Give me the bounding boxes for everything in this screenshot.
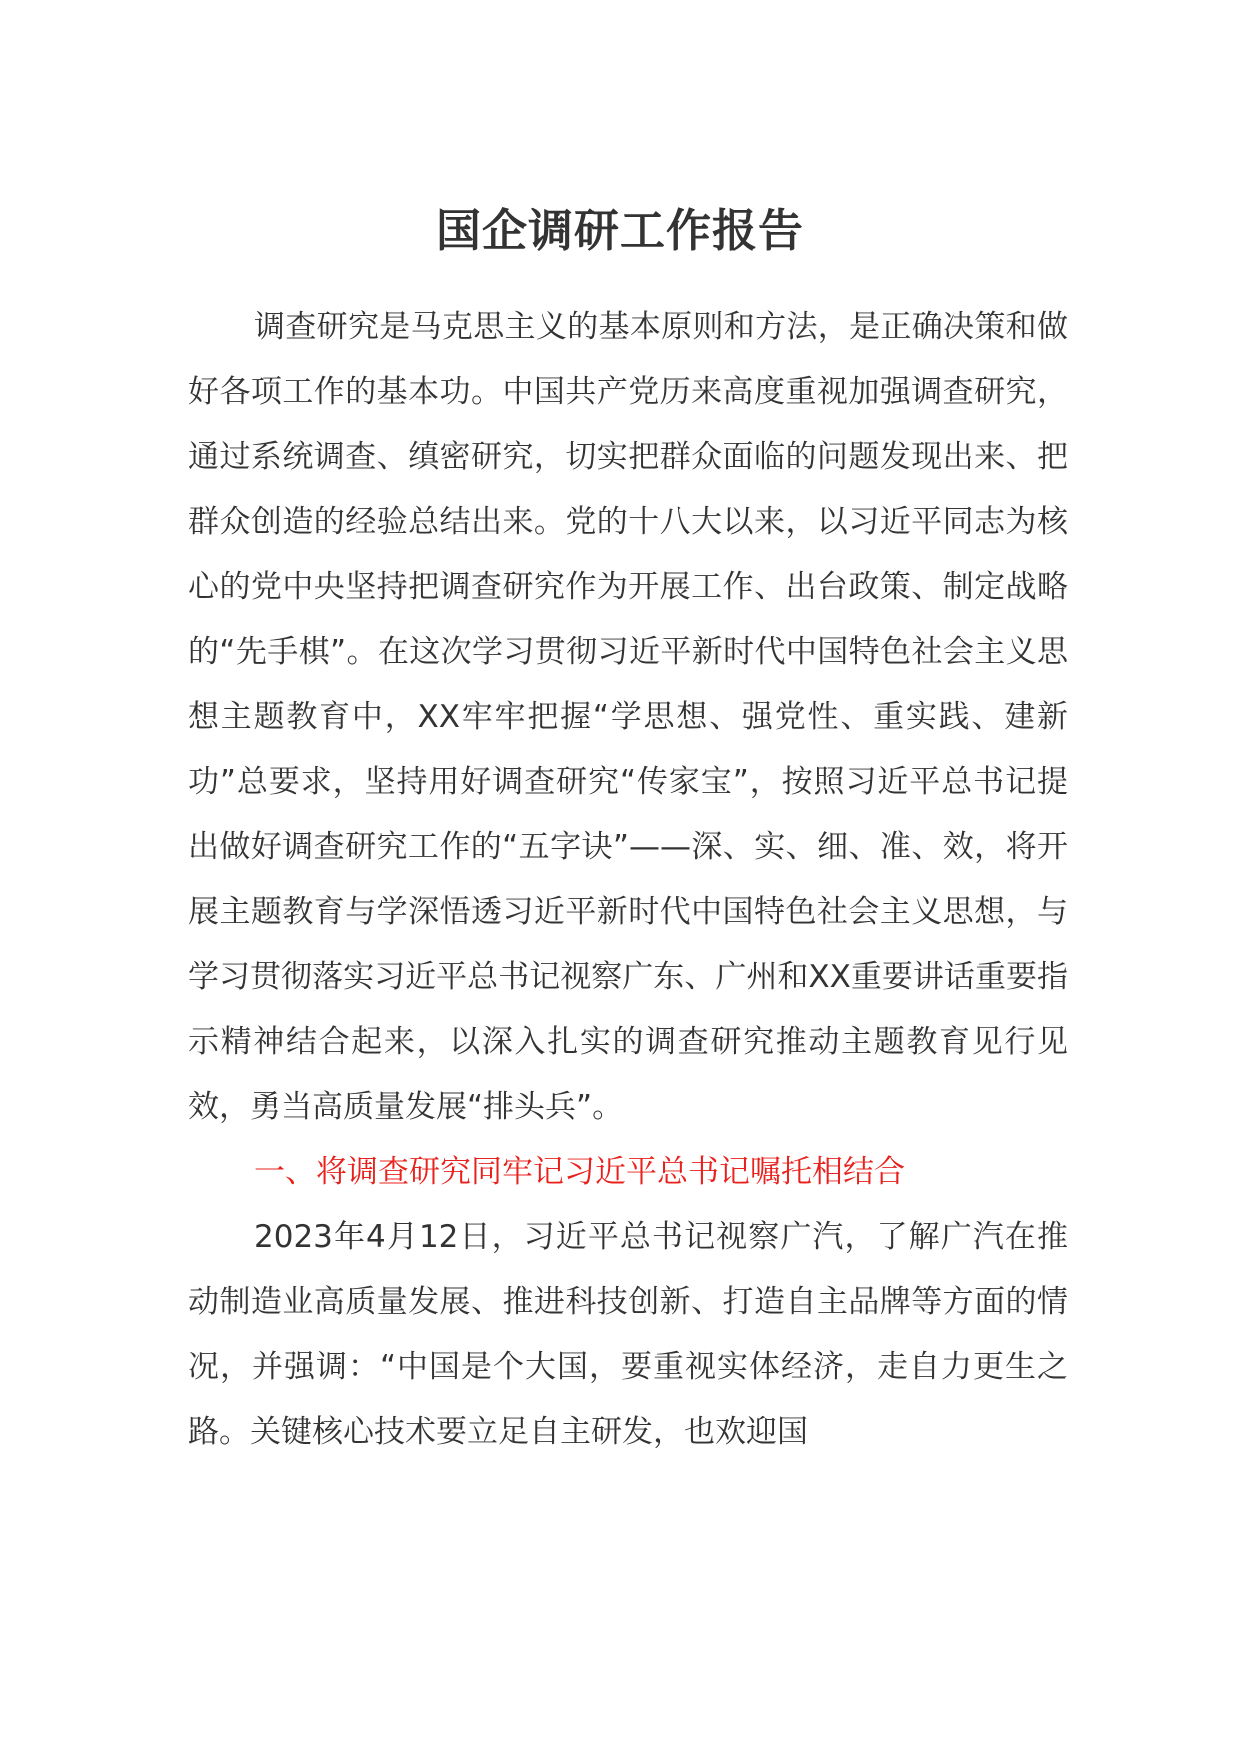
section-paragraph: 2023年4月12日，习近平总书记视察广汽，了解广汽在推动制造业高质量发展、推进科技创新、打造自主品牌等方面的情况，并强调：“中国是个大国，要重视实体经济，走自力更生之路。关键核心技术要立足自主研发，也欢迎国 bbox=[188, 1219, 1068, 1450]
document-title: 国企调研工作报告 bbox=[435, 204, 804, 257]
section-heading: 一、将调查研究同牢记习近平总书记嘱托相结合 bbox=[254, 1154, 905, 1190]
document-body bbox=[188, 295, 1068, 1465]
intro-paragraph: 调查研究是马克思主义的基本原则和方法，是正确决策和做好各项工作的基本功。中国共产党历来高度重视加强调查研究，通过系统调查、缜密研究，切实把群众面临的问题发现出来、把群众创造的经验总结出来。党的十八大以来，以习近平同志为核心的党中央坚持把调查研究作为开展工作、出台政策、制定战略的“先手棋”。在这次学习贯彻习近平新时代中国特色社会主义思想主题教育中，XX牢牢把握“学思想、强党性、重实践、建新功”总要求，坚持用好调查研究“传家宝”，按照习近平总书记提出做好调查研究工作的“五字诀”——深、实、细、准、效，将开展主题教育与学深悟透习近平新时代中国特色社会主义思想，与学习贯彻落实习近平总书记视察广东、广州和XX重要讲话重要指示精神结合起来，以深入扎实的调查研究推动主题教育见行见效，勇当高质量发展“排头兵”。 bbox=[188, 309, 1068, 1125]
